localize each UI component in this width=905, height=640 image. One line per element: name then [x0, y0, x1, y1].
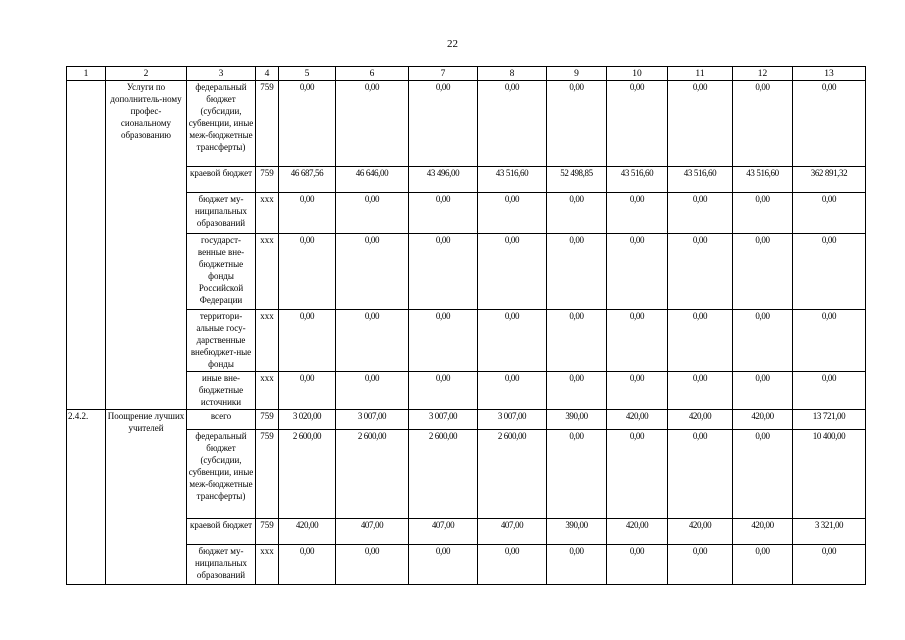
value-cell: 0,00 [478, 310, 547, 372]
kbk-code: ххх [256, 545, 279, 585]
value-cell: 0,00 [547, 545, 607, 585]
kbk-code: 759 [256, 81, 279, 167]
service-name: Поощрение лучших учителей [106, 410, 187, 585]
value-cell: 0,00 [547, 310, 607, 372]
value-cell: 0,00 [607, 545, 668, 585]
value-cell: 0,00 [607, 430, 668, 519]
value-cell: 0,00 [793, 234, 866, 310]
value-cell: 43 516,60 [733, 167, 793, 193]
value-cell: 0,00 [336, 81, 409, 167]
value-cell: 0,00 [668, 81, 733, 167]
value-cell: 407,00 [336, 519, 409, 545]
value-cell: 43 496,00 [409, 167, 478, 193]
value-cell: 0,00 [409, 310, 478, 372]
funding-source: федеральный бюджет (субсидии, субвенции, иные меж-бюджетные трансферты) [187, 81, 256, 167]
value-cell: 0,00 [668, 193, 733, 234]
table-row [67, 167, 866, 193]
value-cell: 0,00 [279, 234, 336, 310]
value-cell: 0,00 [409, 545, 478, 585]
value-cell: 0,00 [478, 545, 547, 585]
value-cell: 0,00 [607, 310, 668, 372]
header-cell: 12 [733, 67, 793, 81]
value-cell: 2 600,00 [478, 430, 547, 519]
table-row [67, 81, 866, 167]
value-cell: 0,00 [478, 193, 547, 234]
value-cell: 0,00 [409, 372, 478, 410]
header-row [67, 67, 866, 81]
value-cell: 0,00 [409, 234, 478, 310]
value-cell: 0,00 [607, 81, 668, 167]
kbk-code: ххх [256, 234, 279, 310]
kbk-code: 759 [256, 410, 279, 430]
value-cell: 0,00 [547, 430, 607, 519]
value-cell: 0,00 [793, 193, 866, 234]
row-code: 2.4.2. [67, 410, 106, 585]
value-cell: 0,00 [607, 372, 668, 410]
header-cell: 1 [67, 67, 106, 81]
value-cell: 0,00 [733, 372, 793, 410]
funding-source: краевой бюджет [187, 519, 256, 545]
value-cell: 3 321,00 [793, 519, 866, 545]
kbk-code: ххх [256, 310, 279, 372]
value-cell: 0,00 [733, 430, 793, 519]
value-cell: 0,00 [478, 372, 547, 410]
value-cell: 0,00 [668, 545, 733, 585]
value-cell: 43 516,60 [668, 167, 733, 193]
value-cell: 0,00 [279, 81, 336, 167]
value-cell: 0,00 [409, 193, 478, 234]
funding-source: территори-альные госу-дарственные внебюджет-ные фонды [187, 310, 256, 372]
value-cell: 0,00 [409, 81, 478, 167]
header-cell: 5 [279, 67, 336, 81]
funding-source: бюджет му-ниципальных образований [187, 545, 256, 585]
table-row [67, 519, 866, 545]
value-cell: 43 516,60 [478, 167, 547, 193]
kbk-code: 759 [256, 167, 279, 193]
value-cell: 0,00 [478, 81, 547, 167]
value-cell: 420,00 [668, 410, 733, 430]
value-cell: 0,00 [547, 234, 607, 310]
header-cell: 2 [106, 67, 187, 81]
value-cell: 0,00 [547, 193, 607, 234]
value-cell: 0,00 [279, 545, 336, 585]
value-cell: 420,00 [733, 410, 793, 430]
value-cell: 0,00 [733, 310, 793, 372]
value-cell: 3 020,00 [279, 410, 336, 430]
funding-source: федеральный бюджет (субсидии, субвенции, иные меж-бюджетные трансферты) [187, 430, 256, 519]
kbk-code: 759 [256, 430, 279, 519]
header-cell: 8 [478, 67, 547, 81]
value-cell: 420,00 [279, 519, 336, 545]
value-cell: 0,00 [668, 310, 733, 372]
table-row [67, 410, 866, 430]
value-cell: 0,00 [668, 430, 733, 519]
funding-source: государст-венные вне-бюджетные фонды Российской Федерации [187, 234, 256, 310]
value-cell: 0,00 [793, 310, 866, 372]
value-cell: 43 516,60 [607, 167, 668, 193]
table-row [67, 545, 866, 585]
table-row [67, 310, 866, 372]
value-cell: 46 687,56 [279, 167, 336, 193]
value-cell: 0,00 [733, 193, 793, 234]
funding-source: иные вне-бюджетные источники [187, 372, 256, 410]
header-cell: 10 [607, 67, 668, 81]
funding-source: краевой бюджет [187, 167, 256, 193]
value-cell: 2 600,00 [409, 430, 478, 519]
value-cell: 0,00 [793, 81, 866, 167]
kbk-code: ххх [256, 372, 279, 410]
value-cell: 0,00 [547, 372, 607, 410]
value-cell: 46 646,00 [336, 167, 409, 193]
value-cell: 0,00 [279, 372, 336, 410]
value-cell: 0,00 [478, 234, 547, 310]
table-row [67, 430, 866, 519]
value-cell: 407,00 [409, 519, 478, 545]
header-cell: 4 [256, 67, 279, 81]
value-cell: 420,00 [607, 519, 668, 545]
row-code [67, 81, 106, 410]
funding-source: всего [187, 410, 256, 430]
page-number: 22 [447, 38, 458, 50]
value-cell: 0,00 [336, 234, 409, 310]
value-cell: 0,00 [336, 193, 409, 234]
value-cell: 3 007,00 [478, 410, 547, 430]
kbk-code: 759 [256, 519, 279, 545]
value-cell: 0,00 [607, 193, 668, 234]
value-cell: 2 600,00 [336, 430, 409, 519]
service-name: Услуги по дополнитель-ному профес-сиональному образованию [106, 81, 187, 410]
budget-table [66, 66, 866, 585]
value-cell: 3 007,00 [409, 410, 478, 430]
value-cell: 0,00 [279, 310, 336, 372]
value-cell: 390,00 [547, 519, 607, 545]
value-cell: 0,00 [279, 193, 336, 234]
value-cell: 0,00 [733, 81, 793, 167]
value-cell: 0,00 [793, 372, 866, 410]
table-row [67, 234, 866, 310]
value-cell: 0,00 [336, 310, 409, 372]
value-cell: 0,00 [607, 234, 668, 310]
value-cell: 2 600,00 [279, 430, 336, 519]
value-cell: 0,00 [547, 81, 607, 167]
header-cell: 7 [409, 67, 478, 81]
funding-source: бюджет му-ниципальных образований [187, 193, 256, 234]
header-cell: 13 [793, 67, 866, 81]
value-cell: 0,00 [668, 234, 733, 310]
table-row [67, 193, 866, 234]
value-cell: 420,00 [733, 519, 793, 545]
value-cell: 407,00 [478, 519, 547, 545]
table-row [67, 372, 866, 410]
header-cell: 6 [336, 67, 409, 81]
header-cell: 3 [187, 67, 256, 81]
value-cell: 13 721,00 [793, 410, 866, 430]
header-cell: 11 [668, 67, 733, 81]
value-cell: 420,00 [607, 410, 668, 430]
value-cell: 0,00 [793, 545, 866, 585]
header-cell: 9 [547, 67, 607, 81]
value-cell: 0,00 [733, 234, 793, 310]
value-cell: 52 498,85 [547, 167, 607, 193]
value-cell: 390,00 [547, 410, 607, 430]
value-cell: 3 007,00 [336, 410, 409, 430]
value-cell: 362 891,32 [793, 167, 866, 193]
value-cell: 10 400,00 [793, 430, 866, 519]
value-cell: 0,00 [336, 372, 409, 410]
kbk-code: ххх [256, 193, 279, 234]
value-cell: 0,00 [733, 545, 793, 585]
value-cell: 0,00 [336, 545, 409, 585]
value-cell: 0,00 [668, 372, 733, 410]
value-cell: 420,00 [668, 519, 733, 545]
